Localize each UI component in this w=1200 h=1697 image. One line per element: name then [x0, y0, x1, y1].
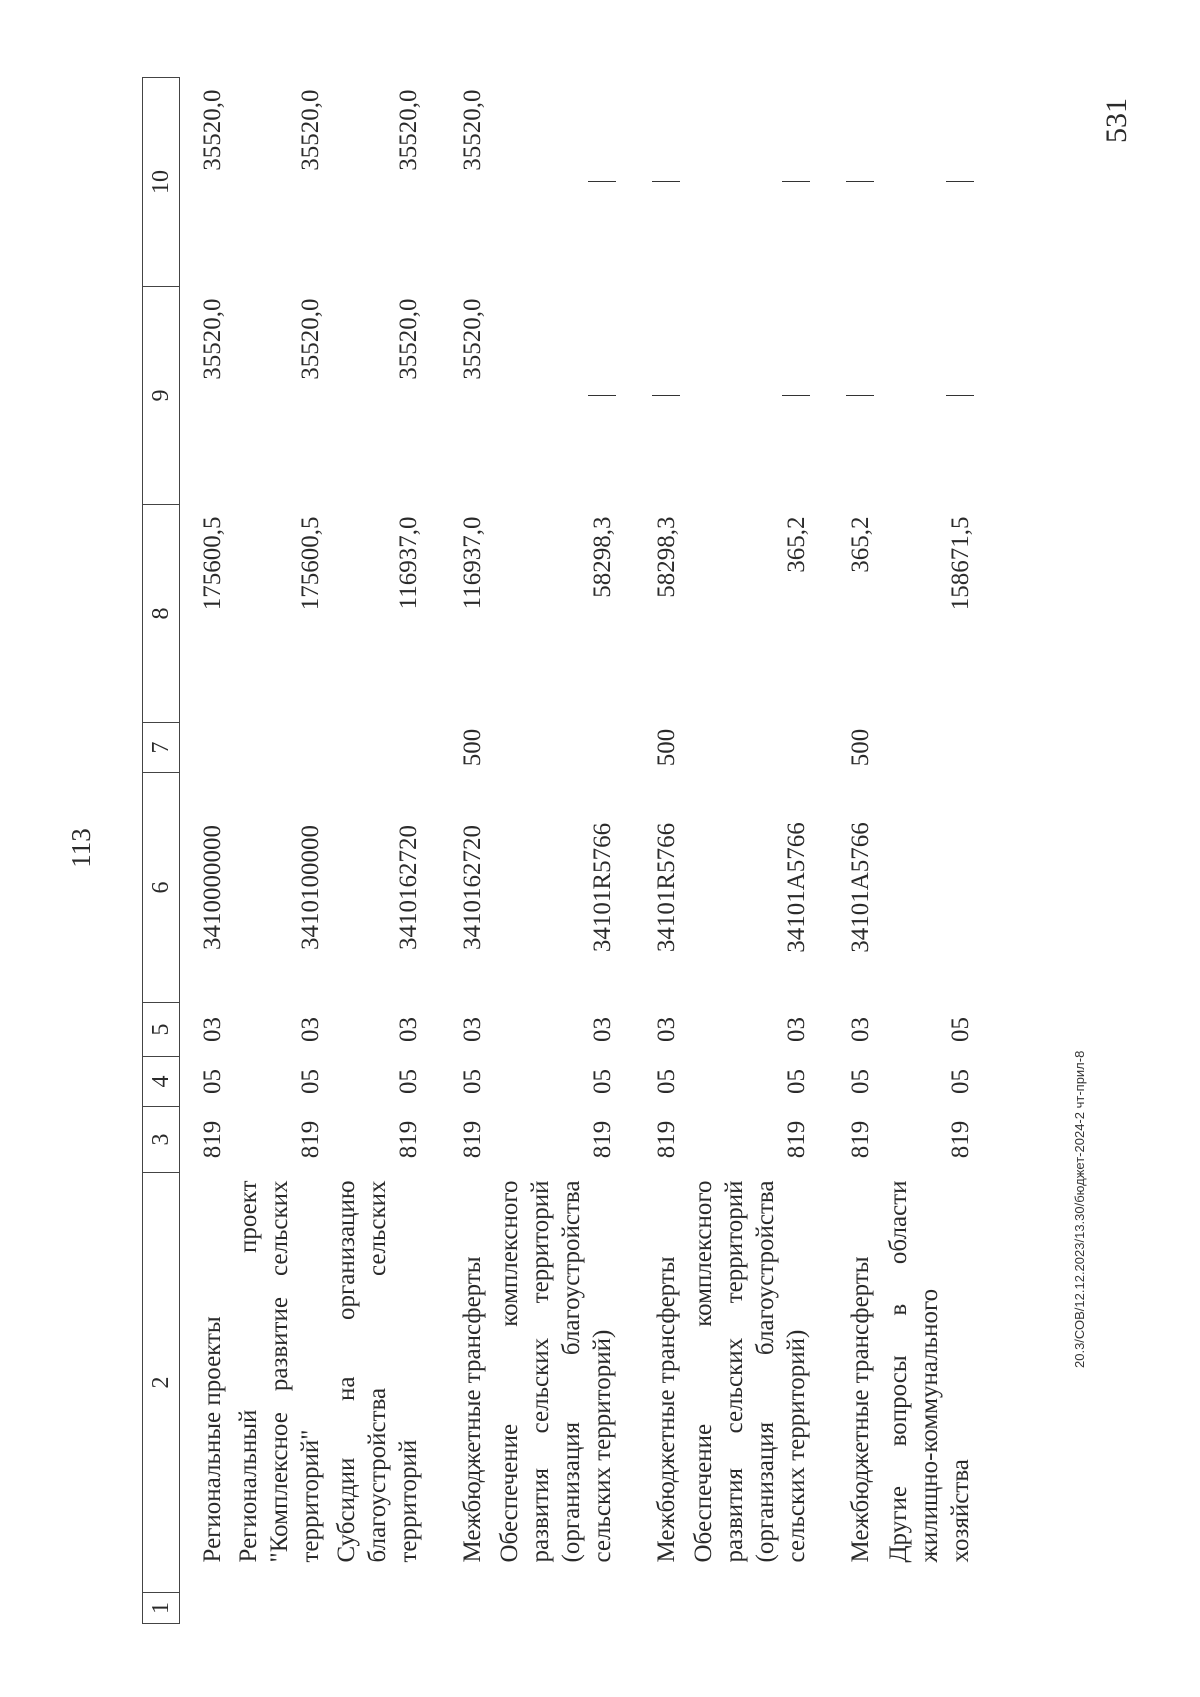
subsection-code-cell: 03 [459, 1017, 486, 1042]
ministry-code-cell: 819 [297, 1120, 324, 1159]
dash-mark [946, 395, 974, 396]
target-article-cell: 3410100000 [297, 825, 324, 950]
item-name-cell: Межбюджетные трансферты [847, 1256, 874, 1563]
rotated-page [60, 48, 1140, 1648]
target-article-cell [876, 773, 976, 1003]
section-code-cell: 05 [653, 1069, 680, 1094]
subsection-code-cell: 03 [395, 1017, 422, 1042]
item-name-cell: Субсидии на организацию благоустройства сельских территорий [333, 1180, 422, 1563]
ministry-code-cell: 819 [199, 1120, 226, 1159]
amount-col8-cell: 116937,0 [395, 516, 422, 610]
amount-col8-cell: 365,2 [847, 516, 874, 573]
row-index-cell [812, 1593, 876, 1624]
amount-col8-cell: 58298,3 [653, 516, 680, 598]
empty-dash-cell [488, 78, 618, 287]
sheet-number: 531 [1100, 98, 1133, 143]
column-header: 8 [143, 505, 180, 723]
ministry-code-cell: 819 [783, 1120, 810, 1159]
subsection-code-cell: 03 [783, 1017, 810, 1042]
table-row [488, 78, 618, 1624]
amount-col10-cell: 35520,0 [297, 89, 324, 171]
section-code-cell: 05 [199, 1069, 226, 1094]
section-code-cell: 05 [459, 1069, 486, 1094]
target-article-cell: 3410162720 [459, 825, 486, 950]
dash-mark [782, 395, 810, 396]
dash-mark [846, 182, 874, 183]
page-number: 113 [66, 828, 96, 868]
target-article-cell: 34101R5766 [589, 822, 616, 953]
column-header: 9 [143, 287, 180, 505]
amount-col9-cell: 35520,0 [395, 298, 422, 380]
expense-type-cell: 500 [459, 728, 486, 767]
ministry-code-cell: 819 [947, 1120, 974, 1159]
amount-col8-cell: 175600,5 [297, 516, 324, 611]
expense-type-cell [488, 723, 618, 773]
amount-col8-cell: 175600,5 [199, 516, 226, 611]
target-article-cell: 34101A5766 [783, 822, 810, 953]
row-index-cell [228, 1593, 326, 1624]
empty-dash-cell [488, 287, 618, 505]
expense-type-cell [228, 723, 326, 773]
expense-type-cell [326, 723, 424, 773]
expense-type-cell [682, 723, 812, 773]
expense-type-cell: 500 [653, 728, 680, 767]
expense-type-cell [876, 723, 976, 773]
item-name-cell: Другие вопросы в области жилищно-коммунального хозяйства [885, 1180, 974, 1563]
row-index-cell [618, 1593, 682, 1624]
target-article-cell: 34101R5766 [653, 822, 680, 953]
row-index-cell [682, 1593, 812, 1624]
target-article-cell: 3410000000 [199, 825, 226, 950]
dash-mark [588, 395, 616, 396]
table-row [228, 78, 326, 1624]
amount-col8-cell: 158671,5 [947, 516, 974, 611]
subsection-code-cell: 03 [297, 1017, 324, 1042]
dash-mark [652, 395, 680, 396]
table-row [618, 78, 682, 1624]
row-index-cell [180, 1593, 229, 1624]
empty-dash-cell [812, 287, 876, 505]
dash-mark [652, 182, 680, 183]
ministry-code-cell: 819 [459, 1120, 486, 1159]
ministry-code-cell: 819 [589, 1120, 616, 1159]
section-code-cell: 05 [783, 1069, 810, 1094]
subsection-code-cell: 03 [589, 1017, 616, 1042]
item-name-cell: Обеспечение комплексного развития сельских территорий (организация благоустройства сельских территорий) [690, 1180, 810, 1563]
dash-mark [588, 182, 616, 183]
column-header: 3 [143, 1107, 180, 1173]
section-code-cell: 05 [395, 1069, 422, 1094]
table-row [682, 78, 812, 1624]
amount-col9-cell: 35520,0 [297, 298, 324, 380]
ministry-code-cell: 819 [395, 1120, 422, 1159]
amount-col9-cell: 35520,0 [199, 298, 226, 380]
empty-dash-cell [682, 78, 812, 287]
table-row [424, 78, 488, 1624]
amount-col9-cell: 35520,0 [459, 298, 486, 380]
subsection-code-cell: 03 [847, 1017, 874, 1042]
row-index-cell [488, 1593, 618, 1624]
subsection-code-cell: 03 [199, 1017, 226, 1042]
dash-mark [946, 182, 974, 183]
column-header: 5 [143, 1003, 180, 1057]
empty-dash-cell [876, 78, 976, 287]
expense-type-cell [180, 723, 229, 773]
section-code-cell: 05 [847, 1069, 874, 1094]
amount-col10-cell: 35520,0 [199, 89, 226, 171]
empty-dash-cell [618, 287, 682, 505]
empty-dash-cell [682, 287, 812, 505]
item-name-cell: Межбюджетные трансферты [653, 1256, 680, 1563]
expense-type-cell: 500 [847, 728, 874, 767]
row-index-cell [876, 1593, 976, 1624]
column-header: 4 [143, 1057, 180, 1107]
column-header: 7 [143, 723, 180, 773]
amount-col10-cell: 35520,0 [459, 89, 486, 171]
ministry-code-cell: 819 [653, 1120, 680, 1159]
item-name-cell: Региональные проекты [199, 1316, 226, 1563]
budget-table [142, 77, 976, 1624]
column-header: 1 [143, 1593, 180, 1624]
table-row [180, 78, 229, 1624]
section-code-cell: 05 [589, 1069, 616, 1094]
amount-col10-cell: 35520,0 [395, 89, 422, 171]
subsection-code-cell: 05 [947, 1017, 974, 1042]
section-code-cell: 05 [947, 1069, 974, 1094]
table-row [812, 78, 876, 1624]
table-header-row [143, 78, 180, 1624]
item-name-cell: Обеспечение комплексного развития сельских территорий (организация благоустройства сельских территорий) [496, 1180, 616, 1563]
row-index-cell [326, 1593, 424, 1624]
amount-col8-cell: 116937,0 [459, 516, 486, 610]
table-row [326, 78, 424, 1624]
item-name-cell: Межбюджетные трансферты [459, 1256, 486, 1563]
section-code-cell: 05 [297, 1069, 324, 1094]
table-row [876, 78, 976, 1624]
dash-mark [846, 395, 874, 396]
document-footer-code: 20.3/СОВ/12.12.2023/13.30/бюджет-2024-2 чт-прил-8 [1072, 1050, 1087, 1368]
target-article-cell: 3410162720 [395, 825, 422, 950]
dash-mark [782, 182, 810, 183]
amount-col8-cell: 365,2 [783, 516, 810, 573]
amount-col8-cell: 58298,3 [589, 516, 616, 598]
empty-dash-cell [812, 78, 876, 287]
column-header: 6 [143, 773, 180, 1003]
subsection-code-cell: 03 [653, 1017, 680, 1042]
target-article-cell: 34101A5766 [847, 822, 874, 953]
column-header: 10 [143, 78, 180, 287]
row-index-cell [424, 1593, 488, 1624]
column-header: 2 [143, 1173, 180, 1593]
item-name-cell: Региональный проект "Комплексное развитие сельских территорий" [235, 1180, 324, 1563]
ministry-code-cell: 819 [847, 1120, 874, 1159]
empty-dash-cell [618, 78, 682, 287]
empty-dash-cell [876, 287, 976, 505]
